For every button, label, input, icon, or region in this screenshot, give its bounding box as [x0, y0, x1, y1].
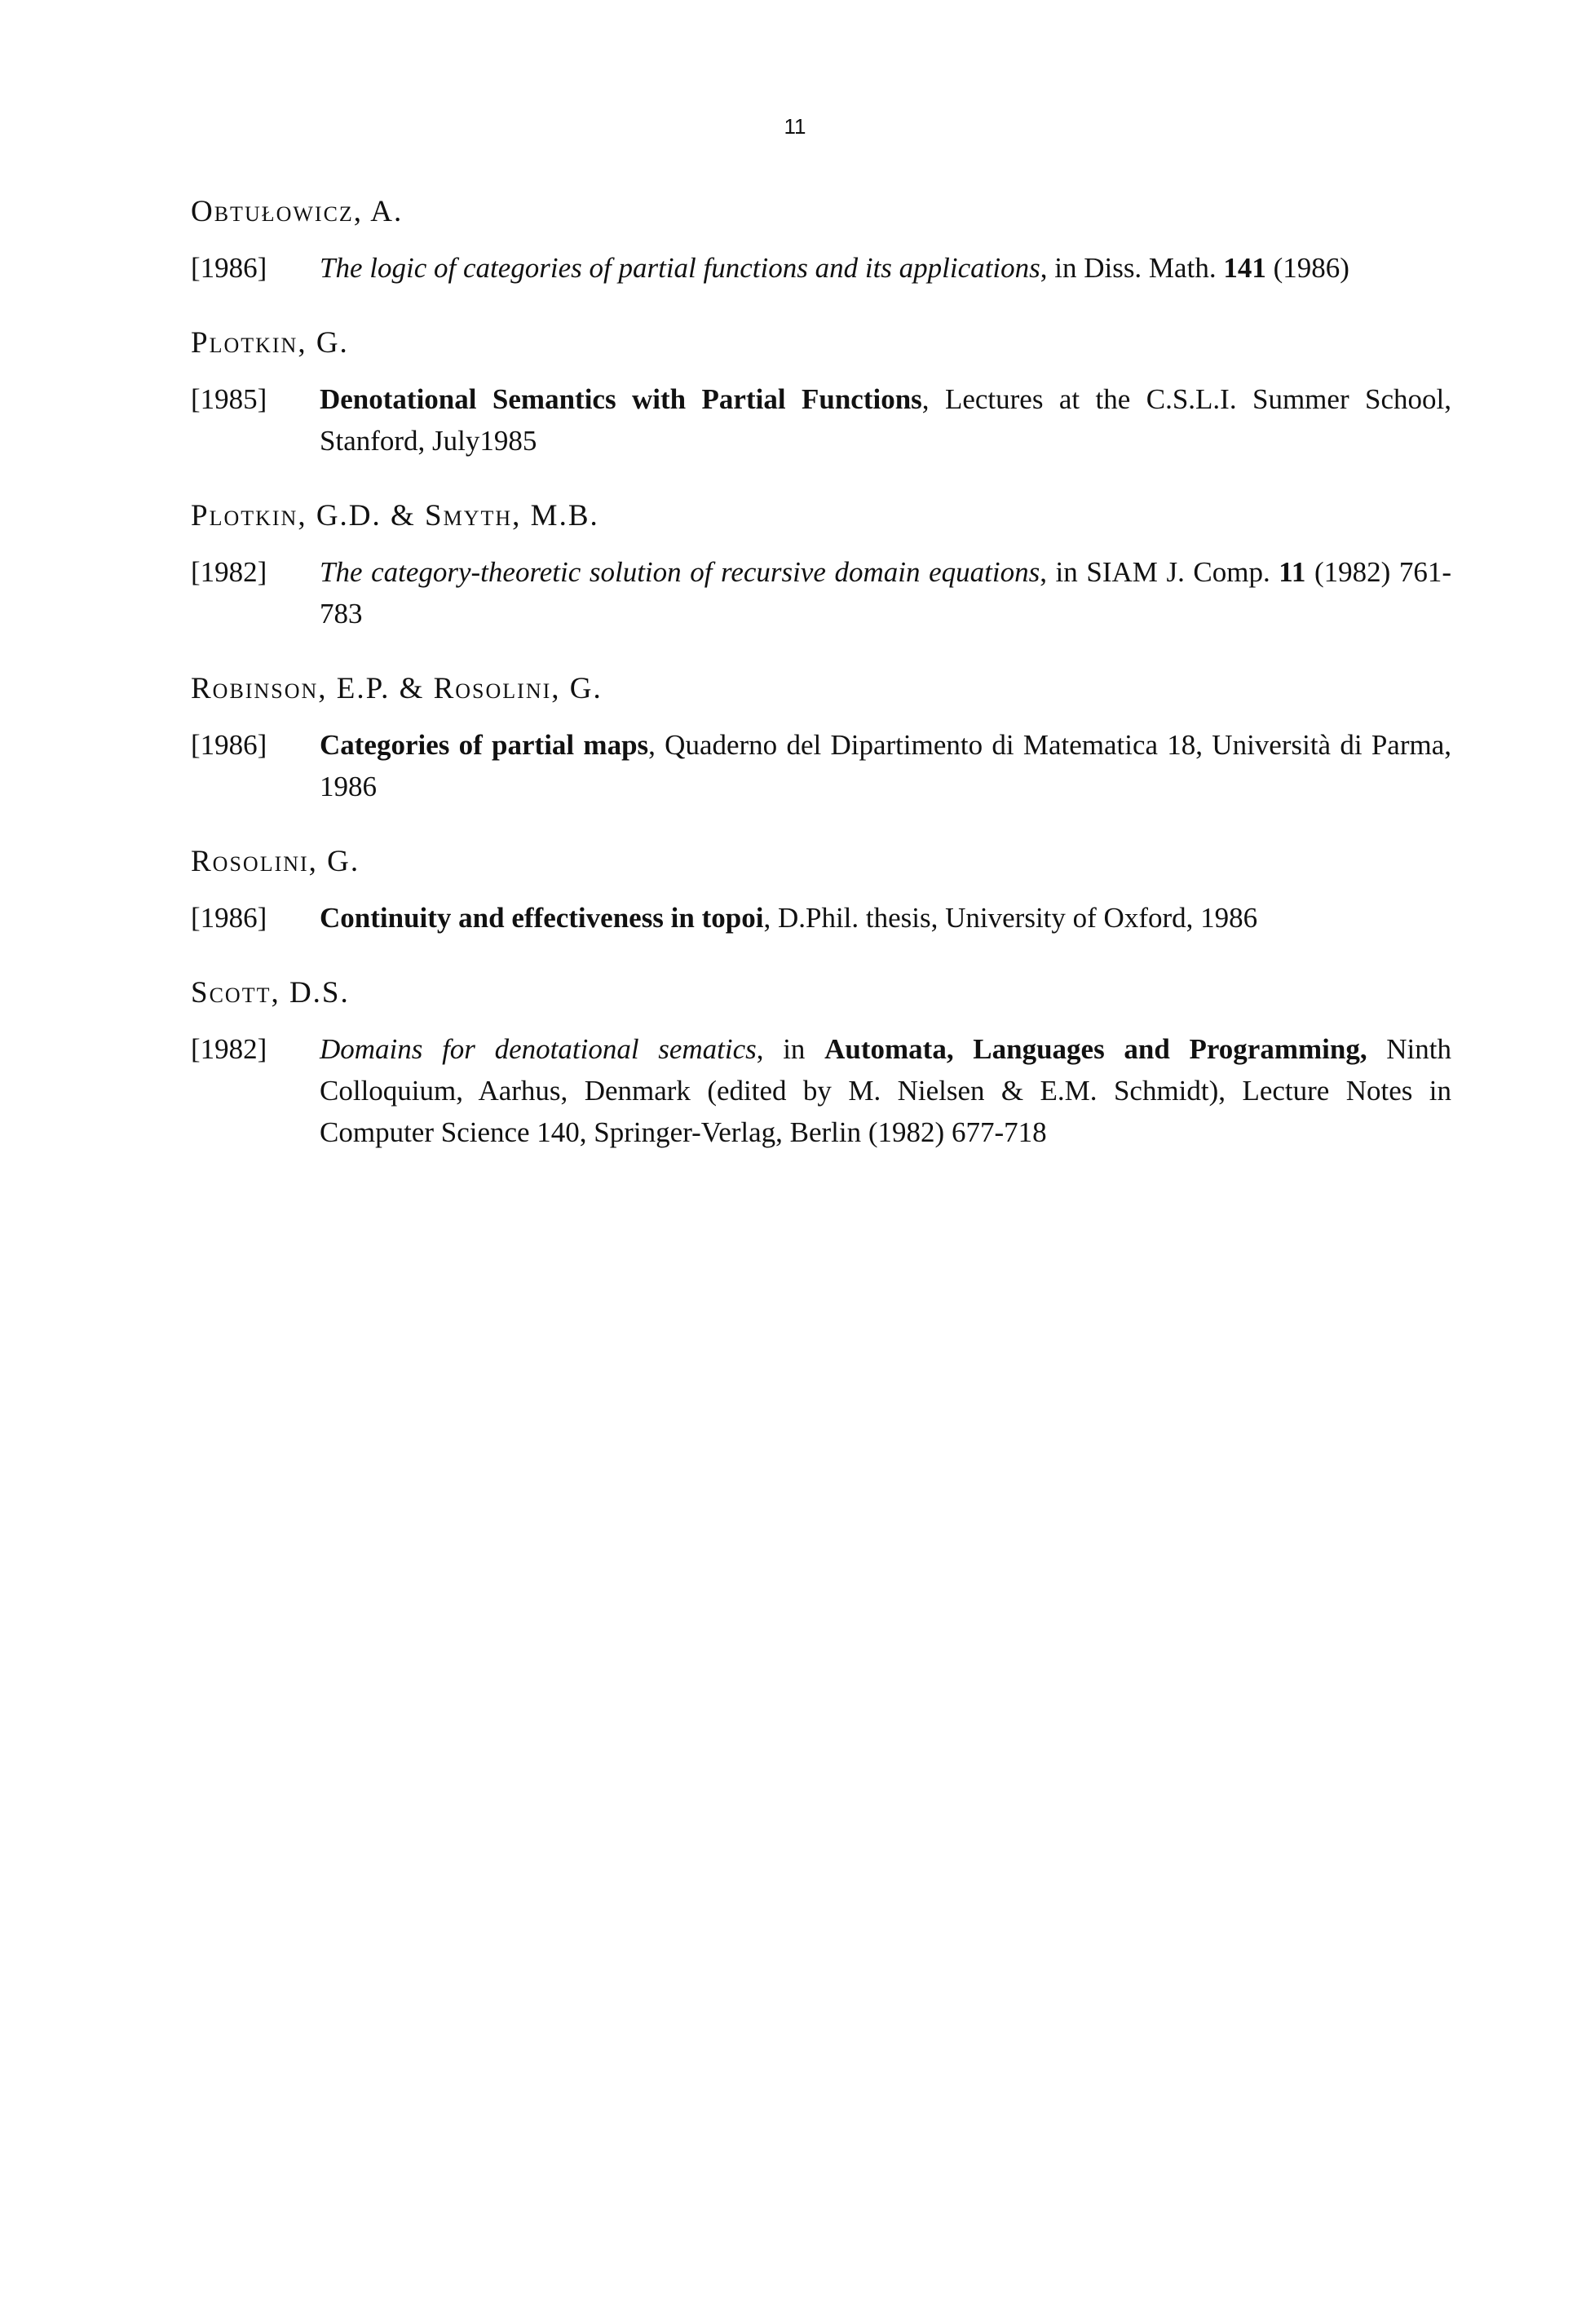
reference-year: [1986]: [191, 902, 267, 934]
reference-year: [1982]: [191, 1033, 267, 1065]
reference-year: [1985]: [191, 383, 267, 415]
reference-tail: (1986): [1265, 252, 1349, 284]
reference-group: [191, 669, 1451, 807]
reference-volume: 141: [1223, 252, 1266, 284]
reference-author: Obtułowicz, A.: [191, 195, 404, 228]
reference-title: Denotational Semantics with Partial Functions: [320, 383, 922, 415]
reference-entry: [191, 897, 1451, 939]
reference-volume: Automata, Languages and Programming,: [824, 1033, 1367, 1065]
reference-group: [191, 496, 1451, 634]
reference-details: , D.Phil. thesis, University of Oxford, 1986: [763, 902, 1258, 934]
reference-author: Plotkin, G.D. & Smyth, M.B.: [191, 499, 599, 532]
reference-entry: [191, 1028, 1451, 1153]
reference-details: , in SIAM J. Comp.: [1040, 556, 1279, 588]
reference-entry: [191, 378, 1451, 462]
reference-year: [1986]: [191, 729, 267, 761]
reference-details: , in Diss. Math.: [1040, 252, 1224, 284]
reference-group: [191, 323, 1451, 462]
reference-group: [191, 842, 1451, 939]
reference-details: , Lectures at the C.S.L.I. Summer School, Stanford, July1985: [320, 383, 1451, 457]
reference-group: [191, 192, 1451, 289]
reference-tail: (1982) 761-783: [320, 556, 1451, 630]
reference-entry: [191, 551, 1451, 634]
reference-entry: [191, 247, 1451, 289]
reference-details: , Quaderno del Dipartimento di Matematica 18, Università di Parma, 1986: [320, 729, 1451, 802]
reference-title: The category-theoretic solution of recursive domain equations: [320, 556, 1040, 588]
reference-year: [1986]: [191, 252, 267, 284]
reference-year: [1982]: [191, 556, 267, 588]
reference-group: [191, 973, 1451, 1153]
reference-volume: 11: [1279, 556, 1306, 588]
reference-author: Rosolini, G.: [191, 845, 360, 878]
reference-entry: [191, 724, 1451, 807]
reference-title: Domains for denotational sematics: [320, 1033, 757, 1065]
reference-author: Robinson, E.P. & Rosolini, G.: [191, 672, 603, 705]
page-number: 11: [784, 114, 806, 139]
reference-title: Categories of partial maps: [320, 729, 649, 761]
reference-tail: Ninth Colloquium, Aarhus, Denmark (edited by M. Nielsen & E.M. Schmidt), Lecture Notes in Computer Science 140, Springer-Verlag, Berlin (1982) 677-718: [320, 1033, 1451, 1148]
reference-author: Plotkin, G.: [191, 326, 349, 360]
reference-author: Scott, D.S.: [191, 976, 350, 1010]
reference-title: The logic of categories of partial functions and its applications: [320, 252, 1040, 284]
reference-title: Continuity and effectiveness in topoi: [320, 902, 764, 934]
reference-list: [191, 192, 1451, 1187]
reference-details: , in: [756, 1033, 825, 1065]
